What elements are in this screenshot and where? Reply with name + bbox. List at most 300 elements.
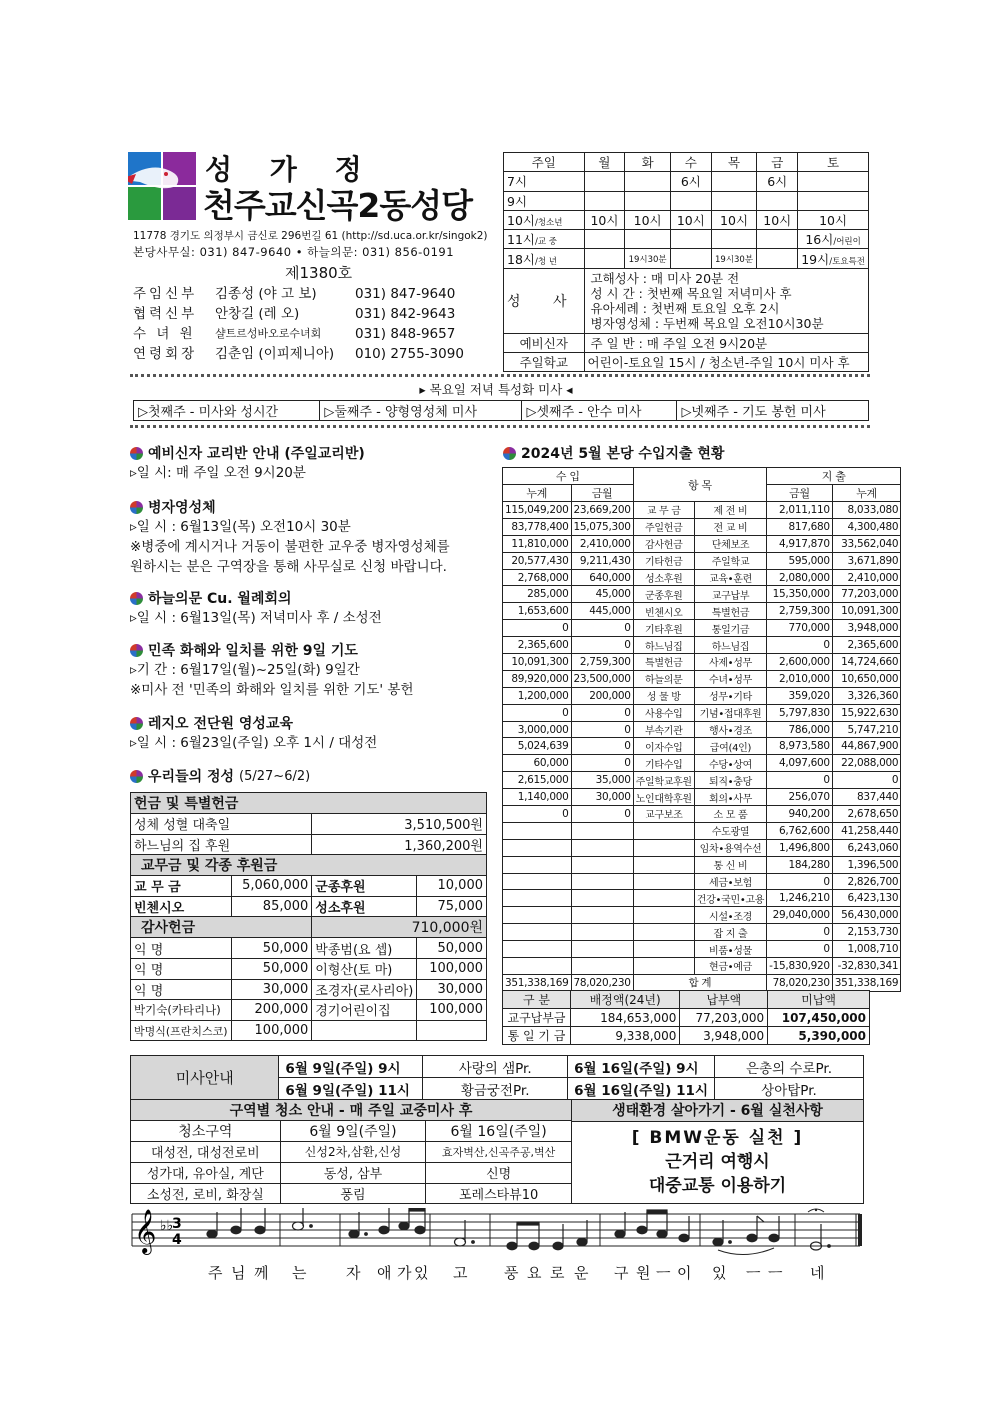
finance-row bbox=[503, 772, 901, 789]
sunday-school-label: 주일학교 bbox=[504, 353, 585, 372]
schedule-cell bbox=[757, 230, 798, 249]
finance-row bbox=[503, 518, 901, 535]
finance-title: 2024년 5월 본당 수입지출 현황 bbox=[503, 443, 724, 463]
finance-row bbox=[503, 670, 901, 687]
income-cell: 2,410,000 bbox=[571, 535, 633, 552]
notice-title: 민족 화해와 일치를 위한 9일 기도 bbox=[148, 643, 358, 659]
item-cell: 하느님집 bbox=[694, 637, 766, 654]
schedule-cell: 11시/교 중 bbox=[504, 230, 585, 249]
schedule-cell bbox=[711, 172, 757, 191]
thursday-mass-title: ▸ 목요일 저녁 특성화 미사 ◂ bbox=[419, 382, 573, 397]
item-cell: 급여(4인) bbox=[694, 738, 766, 755]
schedule-cell: 6시 bbox=[670, 172, 711, 191]
offering-section-header: 감사헌금 bbox=[131, 917, 312, 938]
income-cell: 2,768,000 bbox=[503, 569, 572, 586]
notice-line: ▹기 간 : 6월17일(월)~25일(화) 9일간 bbox=[130, 662, 360, 678]
cleaning-table bbox=[130, 1099, 572, 1204]
item-cell: 제 전 비 bbox=[694, 502, 766, 519]
schedule-cell bbox=[584, 191, 625, 210]
offering-row: 박명식(프란치스코) 100,000 bbox=[131, 1020, 487, 1041]
item-cell bbox=[633, 873, 694, 890]
budget-table bbox=[502, 990, 870, 1045]
item-cell: 주일학교 bbox=[694, 552, 766, 569]
schedule-cell bbox=[711, 191, 757, 210]
day-header: 주일 bbox=[504, 153, 585, 172]
item-cell: 단체보조 bbox=[694, 535, 766, 552]
income-cell bbox=[571, 839, 633, 856]
schedule-cell: 10시 bbox=[670, 210, 711, 229]
expense-cell: 2,010,000 bbox=[767, 670, 833, 687]
item-cell: 사제•성무 bbox=[694, 654, 766, 671]
week-item: ▷넷째주 - 기도 봉헌 미사 bbox=[677, 401, 869, 421]
offering-row: 빈첸시오 85,000 성소후원 75,000 bbox=[131, 896, 487, 917]
income-cell: 0 bbox=[571, 721, 633, 738]
day-header: 토 bbox=[798, 153, 869, 172]
expense-cell: 5,747,210 bbox=[832, 721, 901, 738]
income-cell bbox=[571, 873, 633, 890]
item-cell: 특별헌금 bbox=[633, 654, 694, 671]
expense-cell: 5,797,830 bbox=[767, 704, 833, 721]
notice-title-suffix: (5/27~6/2) bbox=[239, 768, 311, 784]
address: 11778 경기도 의정부시 금신로 296번길 61 (http://sd.uca.or.kr/singok2) bbox=[133, 230, 488, 242]
expense-cell: 0 bbox=[767, 772, 833, 789]
schedule-cell bbox=[625, 191, 671, 210]
item-cell: 성 물 방 bbox=[633, 687, 694, 704]
expense-cell: 15,350,000 bbox=[767, 586, 833, 603]
item-cell: 수도광열 bbox=[694, 822, 766, 839]
staff-name: 김춘임 (이피제니아) bbox=[215, 346, 335, 362]
expense-cell: 2,080,000 bbox=[767, 569, 833, 586]
schedule-cell bbox=[670, 230, 711, 249]
notice-title: 예비신자 교리반 안내 (주일교리반) bbox=[148, 446, 365, 462]
schedule-cell bbox=[757, 249, 798, 268]
schedule-cell bbox=[711, 230, 757, 249]
item-cell bbox=[633, 924, 694, 941]
income-cell: 30,000 bbox=[571, 789, 633, 806]
expense-cell: 33,562,040 bbox=[832, 535, 901, 552]
item-cell: 교구납부 bbox=[694, 586, 766, 603]
schedule-cell bbox=[584, 249, 625, 268]
finance-row bbox=[503, 603, 901, 620]
schedule-cell: 10시 bbox=[711, 210, 757, 229]
finance-row bbox=[503, 907, 901, 924]
issue-number: 제1380호 bbox=[285, 264, 353, 282]
item-cell: 주일학교후원 bbox=[633, 772, 694, 789]
finance-row bbox=[503, 586, 901, 603]
bullet-icon bbox=[503, 447, 516, 460]
item-cell: 사용수입 bbox=[633, 704, 694, 721]
expense-cell: 2,365,600 bbox=[832, 637, 901, 654]
income-cell: 10,091,300 bbox=[503, 654, 572, 671]
item-cell: 통 신 비 bbox=[694, 856, 766, 873]
day-header: 수 bbox=[670, 153, 711, 172]
offering-row: 익 명 30,000 조경자(로사리아) 30,000 bbox=[131, 979, 487, 1000]
staff-name: 샬트르성바오로수녀회 bbox=[215, 327, 322, 340]
mass-guide-row: 6월 9일(주일) 11시 황금궁전Pr. 6월 16일(주일) 11시 상아탑Pr. bbox=[131, 1078, 864, 1100]
income-cell: 23,500,000 bbox=[571, 670, 633, 687]
finance-row bbox=[503, 789, 901, 806]
income-cell: 200,000 bbox=[571, 687, 633, 704]
expense-cell: 1,396,500 bbox=[832, 856, 901, 873]
item-cell: 통일기금 bbox=[694, 620, 766, 637]
sacrament-label: 성 사 bbox=[504, 268, 585, 333]
finance-row bbox=[503, 552, 901, 569]
item-cell: 기타헌금 bbox=[633, 552, 694, 569]
offering-row: 교 무 금 5,060,000 군종후원 10,000 bbox=[131, 876, 487, 897]
expense-cell: 15,922,630 bbox=[832, 704, 901, 721]
eco-line: 근거리 여행시 bbox=[665, 1152, 770, 1172]
bullet-icon bbox=[130, 717, 143, 730]
schedule-cell bbox=[584, 230, 625, 249]
offering-row: 익 명 50,000 박종범(요 셉) 50,000 bbox=[131, 938, 487, 959]
schedule-cell bbox=[798, 172, 869, 191]
item-cell: 감사헌금 bbox=[633, 535, 694, 552]
finance-row bbox=[503, 654, 901, 671]
expense-cell: 8,033,080 bbox=[832, 502, 901, 519]
mass-guide-row: 미사안내 6월 9일(주일) 9시 사랑의 샘Pr. 6월 16일(주일) 9시 은총의 수로Pr. bbox=[131, 1056, 864, 1078]
sunday-school-info: 어린이-토요일 15시 / 청소년-주일 10시 미사 후 bbox=[584, 353, 869, 372]
office-phone: 본당사무실: 031) 847-9640 • 하늘의문: 031) 856-0191 bbox=[133, 245, 455, 259]
staff-role: 주임신부 bbox=[133, 286, 198, 302]
expense-cell: 77,203,000 bbox=[832, 586, 901, 603]
expense-cell: 56,430,000 bbox=[832, 907, 901, 924]
cleaning-header: 청소구역 6월 9일(주일) 6월 16일(주일) bbox=[131, 1121, 572, 1142]
notice-line: ▹일 시 : 6월23일(주일) 오후 1시 / 대성전 bbox=[130, 735, 378, 751]
income-cell: 0 bbox=[571, 637, 633, 654]
income-cell: 0 bbox=[503, 620, 572, 637]
catechumen-row bbox=[504, 333, 869, 352]
item-cell: 임차•용역수선 bbox=[694, 839, 766, 856]
offering-row: 익 명 50,000 이형산(토 마) 100,000 bbox=[131, 958, 487, 979]
expense-cell: 0 bbox=[767, 873, 833, 890]
eco-title: 생태환경 살아가기 - 6월 실천사항 bbox=[572, 1100, 863, 1122]
week-item: ▷첫째주 - 미사와 성시간 bbox=[134, 401, 320, 421]
income-cell bbox=[571, 890, 633, 907]
expense-cell: 4,917,870 bbox=[767, 535, 833, 552]
expense-cell: 14,724,660 bbox=[832, 654, 901, 671]
finance-row bbox=[503, 873, 901, 890]
schedule-cell: 19시30분 bbox=[625, 249, 671, 268]
item-cell: 기타수입 bbox=[633, 755, 694, 772]
finance-row bbox=[503, 941, 901, 958]
expense-cell: 2,410,000 bbox=[832, 569, 901, 586]
schedule-cell bbox=[798, 191, 869, 210]
notice-legio bbox=[130, 713, 377, 753]
mass-schedule-table bbox=[503, 152, 869, 372]
notice-title: 우리들의 정성 bbox=[148, 769, 235, 785]
notice-line: 원하시는 분은 구역장을 통해 사무실로 신청 바랍니다. bbox=[130, 559, 447, 575]
staff-phone: 031) 848-9657 bbox=[355, 326, 456, 342]
item-cell: 잡 지 출 bbox=[694, 924, 766, 941]
income-cell: 0 bbox=[571, 738, 633, 755]
finance-row bbox=[503, 637, 901, 654]
staff-phone: 031) 847-9640 bbox=[355, 286, 456, 302]
schedule-cell: 18시/청 년 bbox=[504, 249, 585, 268]
item-cell: 성무•기타 bbox=[694, 687, 766, 704]
staff-row bbox=[133, 324, 464, 344]
offering-row: 박기숙(카타리나) 200,000 경기어린이집 100,000 bbox=[131, 1000, 487, 1021]
notice-novena bbox=[130, 640, 414, 700]
svg-text:3: 3 bbox=[172, 1216, 182, 1232]
day-header: 목 bbox=[711, 153, 757, 172]
expense-cell: 2,826,700 bbox=[832, 873, 901, 890]
item-cell: 퇴직•충당 bbox=[694, 772, 766, 789]
offering-section-header: 교무금 및 각종 후원금 bbox=[131, 855, 487, 876]
income-cell: 0 bbox=[571, 806, 633, 823]
day-header: 월 bbox=[584, 153, 625, 172]
income-cell bbox=[571, 924, 633, 941]
expense-cell: 817,680 bbox=[767, 518, 833, 535]
expense-cell: -32,830,341 bbox=[832, 958, 901, 975]
staff-list bbox=[133, 284, 464, 364]
schedule-cell: 10시 bbox=[798, 210, 869, 229]
item-cell: 비품•성물 bbox=[694, 941, 766, 958]
income-cell bbox=[503, 907, 572, 924]
finance-row bbox=[503, 822, 901, 839]
income-cell: 0 bbox=[503, 704, 572, 721]
finance-row bbox=[503, 569, 901, 586]
finance-row bbox=[503, 806, 901, 823]
eco-line: 대중교통 이용하기 bbox=[648, 1176, 787, 1196]
offering-table bbox=[130, 792, 487, 1041]
expense-cell: 6,423,130 bbox=[832, 890, 901, 907]
schedule-row bbox=[504, 230, 869, 249]
notice-sick-communion bbox=[130, 497, 450, 577]
expense-cell: 1,496,800 bbox=[767, 839, 833, 856]
item-cell: 세금•보험 bbox=[694, 873, 766, 890]
expense-cell: 786,000 bbox=[767, 721, 833, 738]
income-cell: 0 bbox=[571, 620, 633, 637]
income-cell bbox=[571, 822, 633, 839]
finance-row bbox=[503, 704, 901, 721]
income-cell: 5,024,639 bbox=[503, 738, 572, 755]
expense-cell: 3,671,890 bbox=[832, 552, 901, 569]
sunday-school-row bbox=[504, 353, 869, 372]
expense-cell: 3,948,000 bbox=[832, 620, 901, 637]
finance-row bbox=[503, 924, 901, 941]
income-cell: 23,669,200 bbox=[571, 502, 633, 519]
income-cell bbox=[503, 873, 572, 890]
staff-role: 연령회장 bbox=[133, 346, 198, 362]
staff-name: 김종성 (야 고 보) bbox=[215, 286, 317, 302]
schedule-row bbox=[504, 172, 869, 191]
expense-cell: 3,326,360 bbox=[832, 687, 901, 704]
income-cell bbox=[571, 907, 633, 924]
income-cell: 1,200,000 bbox=[503, 687, 572, 704]
expense-cell: 0 bbox=[767, 637, 833, 654]
expense-cell: 10,650,000 bbox=[832, 670, 901, 687]
income-cell: 0 bbox=[571, 704, 633, 721]
notice-catechumen bbox=[130, 443, 365, 483]
item-cell bbox=[633, 958, 694, 975]
income-header: 수 입 bbox=[503, 468, 634, 485]
income-cell bbox=[571, 941, 633, 958]
schedule-cell: 10시 bbox=[584, 210, 625, 229]
notice-title: 병자영성체 bbox=[148, 500, 216, 516]
item-cell: 교육•훈련 bbox=[694, 569, 766, 586]
schedule-cell: 16시/어린이 bbox=[798, 230, 869, 249]
schedule-cell: 9시 bbox=[504, 191, 585, 210]
finance-row bbox=[503, 755, 901, 772]
svg-text:♭♭: ♭♭ bbox=[160, 1218, 174, 1234]
income-cell bbox=[503, 822, 572, 839]
staff-row bbox=[133, 284, 464, 304]
catechumen-info: 주 일 반 : 매 주일 오전 9시20분 bbox=[584, 333, 869, 352]
offering-row: 하느님의 집 후원 1,360,200원 bbox=[131, 834, 487, 855]
sacrament-row bbox=[504, 268, 869, 333]
income-cell bbox=[503, 958, 572, 975]
thursday-weeks-table bbox=[133, 400, 869, 421]
parish-logo bbox=[128, 152, 196, 220]
notice-line: ※미사 전 '민족의 화해와 일치를 위한 기도' 봉헌 bbox=[130, 682, 414, 698]
item-cell: 특별헌금 bbox=[694, 603, 766, 620]
income-cell: 35,000 bbox=[571, 772, 633, 789]
divider bbox=[130, 425, 870, 428]
notice-line: ▹일 시 : 6월13일(목) 저녁미사 후 / 소성전 bbox=[130, 610, 382, 626]
schedule-cell: 10시 bbox=[625, 210, 671, 229]
finance-row bbox=[503, 856, 901, 873]
notice-cu-meeting bbox=[130, 588, 382, 628]
income-cell bbox=[503, 839, 572, 856]
expense-cell: 595,000 bbox=[767, 552, 833, 569]
schedule-row bbox=[504, 249, 869, 268]
item-cell: 하느님집 bbox=[633, 637, 694, 654]
item-cell: 빈첸시오 bbox=[633, 603, 694, 620]
item-cell bbox=[633, 822, 694, 839]
item-cell: 건강•국민•고용 bbox=[694, 890, 766, 907]
notice-line: ※병중에 계시거나 거동이 불편한 교우중 병자영성체를 bbox=[130, 539, 450, 555]
finance-row bbox=[503, 535, 901, 552]
income-cell: 83,778,400 bbox=[503, 518, 572, 535]
week-item: ▷셋째주 - 안수 미사 bbox=[522, 401, 677, 421]
offering-row: 성체 성혈 대축일 3,510,500원 bbox=[131, 814, 487, 835]
notice-line: ▹일 시: 매 주일 오전 9시20분 bbox=[130, 465, 306, 481]
income-cell: 60,000 bbox=[503, 755, 572, 772]
staff-phone: 010) 2755-3090 bbox=[355, 346, 464, 362]
budget-row: 통 일 기 금 9,338,000 3,948,000 5,390,000 bbox=[503, 1027, 870, 1045]
item-header: 항 목 bbox=[633, 468, 767, 502]
item-cell: 회의•사무 bbox=[694, 789, 766, 806]
finance-row bbox=[503, 839, 901, 856]
notice-title: 레지오 전단원 영성교육 bbox=[148, 716, 293, 732]
finance-row bbox=[503, 502, 901, 519]
finance-row bbox=[503, 738, 901, 755]
notice-line: ▹일 시 : 6월13일(목) 오전10시 30분 bbox=[130, 519, 351, 535]
income-cell bbox=[503, 924, 572, 941]
schedule-row bbox=[504, 191, 869, 210]
eco-practice-box bbox=[571, 1099, 864, 1204]
expense-cell: 22,088,000 bbox=[832, 755, 901, 772]
expense-cell: 184,280 bbox=[767, 856, 833, 873]
expense-cell: 359,020 bbox=[767, 687, 833, 704]
catechumen-label: 예비신자 bbox=[504, 333, 585, 352]
expense-cell: 2,759,300 bbox=[767, 603, 833, 620]
income-cell: 11,810,000 bbox=[503, 535, 572, 552]
expense-cell: 2,600,000 bbox=[767, 654, 833, 671]
income-cell: 115,049,200 bbox=[503, 502, 572, 519]
bullet-icon bbox=[130, 644, 143, 657]
expense-cell: 4,097,600 bbox=[767, 755, 833, 772]
staff-row bbox=[133, 344, 464, 364]
item-cell: 부속기관 bbox=[633, 721, 694, 738]
expense-cell: -15,830,920 bbox=[767, 958, 833, 975]
notice-title: 하늘의문 Cu. 월례회의 bbox=[148, 591, 292, 607]
schedule-cell bbox=[670, 191, 711, 210]
item-cell: 하늘의문 bbox=[633, 670, 694, 687]
finance-row bbox=[503, 687, 901, 704]
divider bbox=[130, 374, 870, 377]
income-cell bbox=[503, 890, 572, 907]
expense-cell: 41,258,440 bbox=[832, 822, 901, 839]
item-cell: 수당•상여 bbox=[694, 755, 766, 772]
income-cell: 1,653,600 bbox=[503, 603, 572, 620]
schedule-cell: 6시 bbox=[757, 172, 798, 191]
schedule-cell bbox=[584, 172, 625, 191]
finance-row bbox=[503, 620, 901, 637]
mass-guide-table bbox=[130, 1055, 864, 1100]
staff-row bbox=[133, 304, 464, 324]
schedule-cell: 10시 bbox=[757, 210, 798, 229]
schedule-header bbox=[504, 153, 869, 172]
expense-cell: 1,246,210 bbox=[767, 890, 833, 907]
income-cell: 285,000 bbox=[503, 586, 572, 603]
svg-text:4: 4 bbox=[172, 1232, 182, 1248]
expense-cell: 44,867,900 bbox=[832, 738, 901, 755]
parish-subtitle: 성 가 정 bbox=[205, 153, 376, 186]
staff-role: 협력신부 bbox=[133, 306, 198, 322]
income-cell: 3,000,000 bbox=[503, 721, 572, 738]
item-cell: 전 교 비 bbox=[694, 518, 766, 535]
day-header: 금 bbox=[757, 153, 798, 172]
income-cell: 45,000 bbox=[571, 586, 633, 603]
item-cell: 주일헌금 bbox=[633, 518, 694, 535]
item-cell bbox=[633, 941, 694, 958]
cleaning-title: 구역별 청소 안내 - 매 주일 교중미사 후 bbox=[131, 1100, 572, 1121]
item-cell bbox=[633, 856, 694, 873]
expense-cell: 10,091,300 bbox=[832, 603, 901, 620]
expense-cell: 837,440 bbox=[832, 789, 901, 806]
income-cell: 15,075,300 bbox=[571, 518, 633, 535]
budget-header: 구 분 배정액(24년) 납부액 미납액 bbox=[503, 991, 870, 1009]
income-cell: 2,365,600 bbox=[503, 637, 572, 654]
income-cell: 640,000 bbox=[571, 569, 633, 586]
offering-section-header: 헌금 및 특별헌금 bbox=[131, 793, 487, 814]
expense-cell: 256,070 bbox=[767, 789, 833, 806]
week-item: ▷둘째주 - 양형영성체 미사 bbox=[320, 401, 522, 421]
income-cell bbox=[571, 856, 633, 873]
sacrament-info: 고해성사 : 매 미사 20분 전 성 시 간 : 첫번째 목요일 저녁미사 후 유아세례 : 첫번째 토요일 오후 2시 병자영성체 : 두번째 목요일 오전10시30분 bbox=[584, 268, 869, 333]
schedule-cell: 10시/청소년 bbox=[504, 210, 585, 229]
item-cell: 교구보조 bbox=[633, 806, 694, 823]
income-cell bbox=[571, 958, 633, 975]
mass-guide-label: 미사안내 bbox=[131, 1056, 279, 1100]
income-cell: 89,920,000 bbox=[503, 670, 572, 687]
item-cell: 노인대학후원 bbox=[633, 789, 694, 806]
expense-cell: 4,300,480 bbox=[832, 518, 901, 535]
income-cell: 445,000 bbox=[571, 603, 633, 620]
finance-table: 수 입 항 목 지 출 누계 금월 금월 누계 115,049,200 23,669,200 교 무 금 제 전 비 2,011,110 8,033,080 83,778,400 15,075,300 주일헌금 전 교 비 817,680 4,300,480 11,810,000 2,410,000 감사헌금 단체보조 4,917,870 33,562,040 20,577,430 9,211,430 기타헌금 주일학교 595,000 3,671,890 2,768,000 640,000 성소후원 교육•훈련 2,080,000 2,410,000 285,000 45,000 군종후원 교구납부 15,350,000 77,203,000 1,653,600 445,000 빈첸시오 특별헌금 2,759,300 10,091,300 0 0 기타후원 통일기금 770,000 3,948,000 2,365,600 0 하느님집 하느님집 0 2,365,600 10,091,300 2,759,300 특별헌금 사제•성무 2,600,000 14,724,660 89,920,000 23,500,000 하늘의문 수녀•성무 2,010,000 10,650,000 1,200,000 200,000 성 물 방 성무•기타 359,020 3,326,360 0 0 사용수입 기념•접대후원 5,797,830 15,922,630 3,000,000 0 부속기관 행사•경조 786,000 5,747,210 5,024,639 0 이자수입 급여(4인) 8,973,580 44,867,900 60,000 0 기타수입 수당•상여 4,097,600 22,088,000 2,615,000 35,000 주일학교후원 퇴직•충당 0 0 1,140,000 30,000 노인대학후원 회의•사무 256,070 837,440 0 0 교구보조 소 모 품 940,200 2,678,650 수도광열 6,762,600 41,258,440 임차•용역수선 1,496,800 6,243,060 통 신 비 184,280 1,396,500 세금•보험 0 2,826,700 건강•국민•고용 1,246,210 6,423,130 시설•조경 29,040,000 56,430,000 잡 지 출 0 2,153,730 비품•성물 0 1,008,710 현금•예금 -15,830,920 -32,830,341 351,338,169 78,020,230 합 계 78,020,230 351,338,169 bbox=[502, 467, 901, 992]
item-cell: 행사•경조 bbox=[694, 721, 766, 738]
schedule-cell bbox=[625, 172, 671, 191]
income-cell bbox=[503, 856, 572, 873]
item-cell: 성소후원 bbox=[633, 569, 694, 586]
item-cell: 현금•예금 bbox=[694, 958, 766, 975]
item-cell bbox=[633, 839, 694, 856]
finance-row bbox=[503, 890, 901, 907]
expense-cell: 2,678,650 bbox=[832, 806, 901, 823]
expense-cell: 0 bbox=[832, 772, 901, 789]
schedule-cell: 19시30분 bbox=[711, 249, 757, 268]
